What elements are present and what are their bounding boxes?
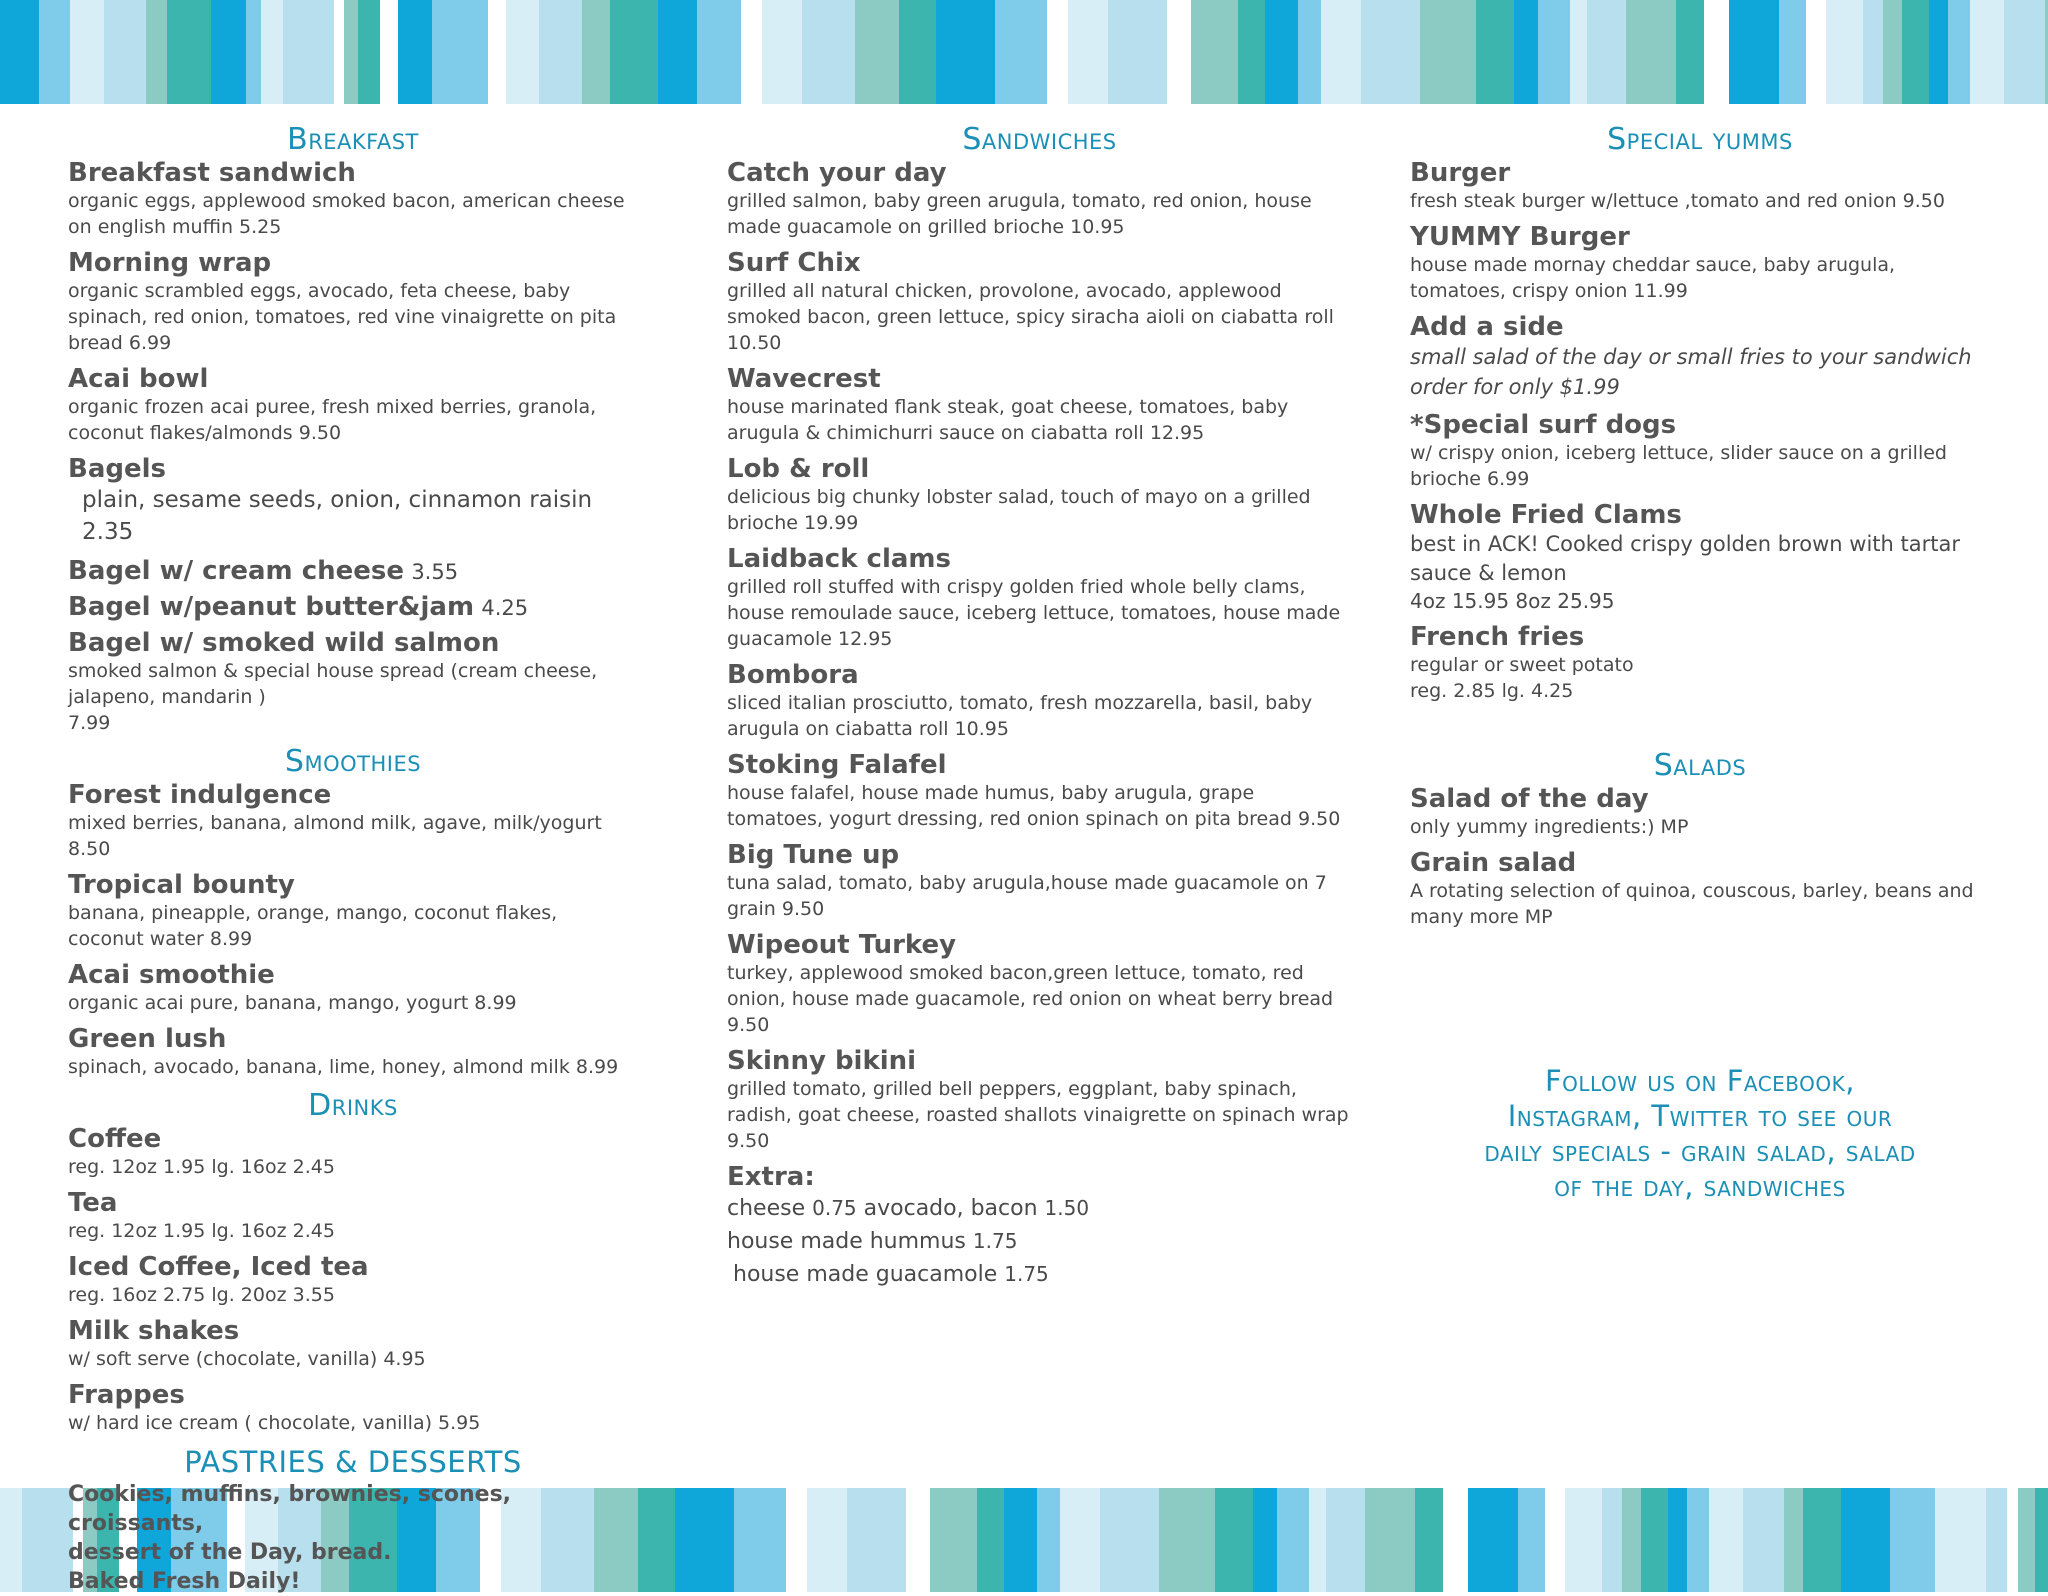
stripe bbox=[1779, 0, 1806, 104]
stripe bbox=[398, 0, 432, 104]
column-left bbox=[68, 122, 638, 1596]
pastries-line-2: dessert of the Day, bread. bbox=[68, 1540, 392, 1565]
item-desc: grilled all natural chicken, provolone, avocado, applewood smoked bacon, green lettuce, spicy siracha aioli on ciabatta roll 10.50 bbox=[727, 280, 1334, 354]
item-name: Forest indulgence bbox=[68, 780, 332, 810]
item-name: Lob & roll bbox=[727, 454, 870, 484]
item-name: Bagel w/ cream cheese bbox=[68, 556, 404, 586]
item-desc: organic scrambled eggs, avocado, feta cheese, baby spinach, red onion, tomatoes, red vine vinaigrette on pita bread 6.99 bbox=[68, 280, 617, 354]
item-name: Skinny bikini bbox=[727, 1046, 917, 1076]
menu-item bbox=[727, 544, 1352, 652]
item-name: Add a side bbox=[1410, 312, 1564, 342]
menu-item bbox=[727, 1046, 1352, 1154]
item-price: reg. 2.85 lg. 4.25 bbox=[1410, 680, 1574, 702]
menu-item-surf-dogs bbox=[1410, 410, 1990, 492]
stripe bbox=[1365, 1488, 1415, 1592]
stripe bbox=[1687, 1488, 1709, 1592]
extra-text: house made hummus bbox=[727, 1229, 966, 1254]
stripe bbox=[977, 1488, 1004, 1592]
item-name: Stoking Falafel bbox=[727, 750, 947, 780]
item-name: Bombora bbox=[727, 660, 859, 690]
stripe bbox=[1626, 0, 1676, 104]
extra-price: 1.75 bbox=[1004, 1262, 1049, 1286]
pastries-line-1: Cookies, muffins, brownies, scones, croissants, bbox=[68, 1482, 512, 1536]
extra-text: avocado, bacon bbox=[863, 1196, 1038, 1221]
breakfast-title: Breakfast bbox=[287, 122, 419, 157]
menu-item bbox=[727, 158, 1352, 240]
stripe bbox=[1784, 1488, 1803, 1592]
item-desc: house made mornay cheddar sauce, baby arugula, tomatoes, crispy onion 11.99 bbox=[1410, 254, 1896, 302]
item-desc: organic eggs, applewood smoked bacon, american cheese on english muffin 5.25 bbox=[68, 190, 625, 238]
menu-item bbox=[68, 1252, 638, 1308]
stripe bbox=[1709, 1488, 1743, 1592]
stripe bbox=[1929, 0, 1948, 104]
menu-item-fries bbox=[1410, 622, 1990, 704]
item-name: Laidback clams bbox=[727, 544, 951, 574]
stripe bbox=[1277, 1488, 1309, 1592]
extra-text: cheese bbox=[727, 1196, 806, 1221]
menu-item bbox=[68, 780, 638, 862]
stripe bbox=[1902, 0, 1929, 104]
item-desc: w/ crispy onion, iceberg lettuce, slider sauce on a grilled brioche 6.99 bbox=[1410, 442, 1947, 490]
item-name: French fries bbox=[1410, 622, 1585, 652]
stripe bbox=[675, 1488, 734, 1592]
item-name: Big Tune up bbox=[727, 840, 900, 870]
sandwiches-title: Sandwiches bbox=[962, 122, 1117, 157]
item-desc: tuna salad, tomato, baby arugula,house made guacamole on 7 grain 9.50 bbox=[727, 872, 1327, 920]
stripe bbox=[432, 0, 488, 104]
stripe bbox=[697, 0, 741, 104]
stripe bbox=[807, 1488, 847, 1592]
menu-item bbox=[727, 364, 1352, 446]
stripe bbox=[1863, 0, 1883, 104]
stripe bbox=[1602, 1488, 1622, 1592]
stripe bbox=[1986, 1488, 2007, 1592]
item-desc: fresh steak burger w/lettuce ,tomato and red onion 9.50 bbox=[1410, 190, 1945, 212]
stripe bbox=[1468, 1488, 1518, 1592]
item-desc: A rotating selection of quinoa, couscous, barley, beans and many more MP bbox=[1410, 880, 1974, 928]
item-desc: w/ soft serve (chocolate, vanilla) 4.95 bbox=[68, 1348, 426, 1370]
menu-item bbox=[1410, 848, 1990, 930]
extra-line bbox=[727, 1225, 1352, 1258]
menu-item bbox=[727, 248, 1352, 356]
stripe bbox=[1565, 1488, 1602, 1592]
item-desc: small salad of the day or small fries to your sandwich order for only $1.99 bbox=[1410, 345, 1972, 399]
item-name: Burger bbox=[1410, 158, 1511, 188]
item-desc: only yummy ingredients:) MP bbox=[1410, 816, 1689, 838]
pastries-line-3: Baked Fresh Daily! bbox=[68, 1569, 301, 1594]
stripe bbox=[1253, 1488, 1277, 1592]
item-desc: reg. 12oz 1.95 lg. 16oz 2.45 bbox=[68, 1220, 335, 1242]
menu-item bbox=[68, 1124, 638, 1180]
item-name: Salad of the day bbox=[1410, 784, 1649, 814]
stripe bbox=[1309, 1488, 1326, 1592]
stripe bbox=[2004, 0, 2045, 104]
item-name: Wipeout Turkey bbox=[727, 930, 957, 960]
item-desc: grilled salmon, baby green arugula, tomato, red onion, house made guacamole on grilled brioche 10.95 bbox=[727, 190, 1312, 238]
item-name: Grain salad bbox=[1410, 848, 1577, 878]
menu-item bbox=[727, 454, 1352, 536]
item-name: Catch your day bbox=[727, 158, 947, 188]
stripe bbox=[1518, 1488, 1545, 1592]
menu-item bbox=[68, 1024, 638, 1080]
social-follow-note bbox=[1410, 1064, 1990, 1204]
stripe bbox=[1159, 1488, 1215, 1592]
stripe bbox=[261, 0, 283, 104]
stripe bbox=[936, 0, 995, 104]
stripe bbox=[283, 0, 334, 104]
stripe bbox=[1676, 0, 1704, 104]
item-desc: banana, pineapple, orange, mango, coconut flakes, coconut water 8.99 bbox=[68, 902, 558, 950]
item-desc: house falafel, house made humus, baby arugula, grape tomatoes, yogurt dressing, red onion spinach on pita bread 9.50 bbox=[727, 782, 1341, 830]
stripe bbox=[1298, 0, 1321, 104]
stripe bbox=[1100, 1488, 1159, 1592]
stripe bbox=[1935, 1488, 1986, 1592]
item-desc: smoked salmon & special house spread (cream cheese, jalapeno, mandarin ) bbox=[68, 660, 598, 708]
extra-price: 0.75 bbox=[812, 1196, 857, 1220]
stripe bbox=[1068, 0, 1108, 104]
item-name: Whole Fried Clams bbox=[1410, 500, 1682, 530]
menu-item bbox=[68, 248, 638, 356]
stripe bbox=[1729, 0, 1779, 104]
item-desc: plain, sesame seeds, onion, cinnamon raisin 2.35 bbox=[82, 487, 593, 545]
menu-item bbox=[68, 158, 638, 240]
pastries-title: PASTRIES & DESSERTS bbox=[184, 1445, 522, 1479]
item-name: Green lush bbox=[68, 1024, 227, 1054]
menu-item bbox=[68, 870, 638, 952]
menu-item bbox=[68, 1188, 638, 1244]
item-price: 4.25 bbox=[481, 596, 529, 620]
item-name: *Special surf dogs bbox=[1410, 410, 1677, 440]
extras-title: Extra: bbox=[727, 1162, 815, 1192]
stripe bbox=[802, 0, 855, 104]
stripe bbox=[1641, 1488, 1668, 1592]
extra-text: house made guacamole bbox=[733, 1262, 998, 1287]
item-name: Bagel w/peanut butter&jam bbox=[68, 592, 475, 622]
stripe bbox=[1890, 1488, 1935, 1592]
stripe bbox=[1321, 0, 1361, 104]
item-desc: sliced italian prosciutto, tomato, fresh mozzarella, basil, baby arugula on ciabatta roll 10.95 bbox=[727, 692, 1313, 740]
item-name: Coffee bbox=[68, 1124, 162, 1154]
stripe bbox=[358, 0, 380, 104]
stripe bbox=[1108, 0, 1167, 104]
item-name: Morning wrap bbox=[68, 248, 272, 278]
stripe bbox=[1948, 0, 1970, 104]
extras bbox=[727, 1162, 1352, 1291]
stripe bbox=[0, 1488, 22, 1592]
stripe bbox=[1004, 1488, 1037, 1592]
item-desc: reg. 12oz 1.95 lg. 16oz 2.45 bbox=[68, 1156, 335, 1178]
stripe bbox=[1420, 0, 1476, 104]
item-desc: organic acai pure, banana, mango, yogurt 8.99 bbox=[68, 992, 517, 1014]
stripe bbox=[2018, 1488, 2035, 1592]
item-desc: grilled tomato, grilled bell peppers, eggplant, baby spinach, radish, goat cheese, roasted shallots vinaigrette on spinach wrap 9.50 bbox=[727, 1078, 1349, 1152]
item-name: Breakfast sandwich bbox=[68, 158, 356, 188]
extra-line bbox=[727, 1258, 1352, 1291]
menu-item bbox=[1410, 222, 1990, 304]
item-desc: spinach, avocado, banana, lime, honey, almond milk 8.99 bbox=[68, 1056, 619, 1078]
stripe bbox=[638, 1488, 675, 1592]
stripe bbox=[1587, 0, 1626, 104]
stripe bbox=[0, 0, 39, 104]
stripe bbox=[70, 0, 104, 104]
stripe bbox=[1037, 1488, 1060, 1592]
item-desc: reg. 16oz 2.75 lg. 20oz 3.55 bbox=[68, 1284, 335, 1306]
item-name: Surf Chix bbox=[727, 248, 861, 278]
stripe bbox=[1622, 1488, 1641, 1592]
stripe bbox=[1826, 0, 1863, 104]
stripe bbox=[22, 1488, 73, 1592]
stripe bbox=[104, 0, 146, 104]
stripe bbox=[1668, 1488, 1687, 1592]
menu-item bbox=[1410, 158, 1990, 214]
stripe bbox=[1215, 1488, 1253, 1592]
item-name: Iced Coffee, Iced tea bbox=[68, 1252, 369, 1282]
menu-item-bagel-salmon bbox=[68, 628, 638, 736]
follow-line-2: Instagram, Twitter to see our bbox=[1507, 1099, 1893, 1133]
item-price: 4oz 15.95 8oz 25.95 bbox=[1410, 589, 1615, 613]
menu-item bbox=[68, 1380, 638, 1436]
stripe bbox=[1326, 1488, 1365, 1592]
stripe bbox=[610, 0, 658, 104]
stripe bbox=[582, 0, 610, 104]
item-name: Tea bbox=[68, 1188, 118, 1218]
stripe bbox=[506, 0, 539, 104]
item-name: Acai smoothie bbox=[68, 960, 275, 990]
item-desc: regular or sweet potato bbox=[1410, 654, 1634, 676]
item-desc: delicious big chunky lobster salad, touch of mayo on a grilled brioche 19.99 bbox=[727, 486, 1311, 534]
menu-item bbox=[727, 660, 1352, 742]
menu-item-bagel-cream bbox=[68, 556, 638, 588]
stripe bbox=[1970, 0, 2004, 104]
item-desc: best in ACK! Cooked crispy golden brown with tartar sauce & lemon bbox=[1410, 532, 1960, 585]
stripe bbox=[762, 0, 802, 104]
menu-item bbox=[727, 840, 1352, 922]
top-stripe-border bbox=[0, 0, 2048, 104]
stripe bbox=[246, 0, 261, 104]
stripe bbox=[344, 0, 358, 104]
item-name: Acai bowl bbox=[68, 364, 209, 394]
item-price: 7.99 bbox=[68, 712, 111, 734]
menu-item bbox=[68, 960, 638, 1016]
stripe bbox=[995, 0, 1047, 104]
stripe bbox=[734, 1488, 786, 1592]
stripe bbox=[1538, 0, 1570, 104]
stripe bbox=[39, 0, 70, 104]
follow-line-3: daily specials - grain salad, salad bbox=[1484, 1134, 1916, 1168]
menu-item-clams bbox=[1410, 500, 1990, 614]
stripe bbox=[855, 0, 899, 104]
stripe bbox=[2035, 1488, 2048, 1592]
stripe bbox=[1415, 1488, 1443, 1592]
stripe bbox=[1265, 0, 1298, 104]
item-desc: house marinated flank steak, goat cheese, tomatoes, baby arugula & chimichurri sauce on ciabatta roll 12.95 bbox=[727, 396, 1289, 444]
follow-line-1: Follow us on Facebook, bbox=[1544, 1064, 1855, 1098]
menu-item-bagel-pb bbox=[68, 592, 638, 624]
menu-item-bagels bbox=[68, 454, 638, 548]
stripe bbox=[1238, 0, 1265, 104]
stripe bbox=[1361, 0, 1420, 104]
item-desc: mixed berries, banana, almond milk, agave, milk/yogurt 8.50 bbox=[68, 812, 602, 860]
stripe bbox=[1191, 0, 1238, 104]
item-name: Bagel w/ smoked wild salmon bbox=[68, 628, 500, 658]
stripe bbox=[167, 0, 211, 104]
extra-price: 1.50 bbox=[1044, 1196, 1090, 1220]
stripe bbox=[1060, 1488, 1100, 1592]
special-yumms-title: Special yumms bbox=[1607, 122, 1793, 157]
item-name: Frappes bbox=[68, 1380, 185, 1410]
extra-price: 1.75 bbox=[972, 1229, 1018, 1253]
item-desc: turkey, applewood smoked bacon,green lettuce, tomato, red onion, house made guacamole, red onion on wheat berry bread 9.50 bbox=[727, 962, 1334, 1036]
stripe bbox=[1570, 0, 1587, 104]
item-name: Wavecrest bbox=[727, 364, 881, 394]
item-desc: w/ hard ice cream ( chocolate, vanilla) 5.95 bbox=[68, 1412, 481, 1434]
column-right bbox=[1410, 122, 1990, 938]
salads-title: Salads bbox=[1653, 748, 1747, 783]
menu-item bbox=[68, 1316, 638, 1372]
stripe bbox=[930, 1488, 977, 1592]
item-desc: grilled roll stuffed with crispy golden fried whole belly clams, house remoulade sauce, iceberg lettuce, tomatoes, house made guacamole 12.95 bbox=[727, 576, 1341, 650]
stripe bbox=[1743, 1488, 1784, 1592]
item-name: Bagels bbox=[68, 454, 166, 484]
follow-line-4: of the day, sandwiches bbox=[1554, 1169, 1846, 1203]
stripe bbox=[658, 0, 697, 104]
stripe bbox=[1841, 1488, 1890, 1592]
stripe bbox=[847, 1488, 906, 1592]
stripe bbox=[1803, 1488, 1841, 1592]
item-name: YUMMY Burger bbox=[1410, 222, 1630, 252]
item-price: 3.55 bbox=[411, 560, 459, 584]
stripe bbox=[211, 0, 246, 104]
drinks-title: Drinks bbox=[308, 1088, 398, 1123]
item-desc: organic frozen acai puree, fresh mixed berries, granola, coconut flakes/almonds 9.50 bbox=[68, 396, 597, 444]
menu-item bbox=[727, 930, 1352, 1038]
stripe bbox=[539, 0, 582, 104]
column-middle bbox=[727, 122, 1352, 1299]
menu-item bbox=[727, 750, 1352, 832]
smoothies-title: Smoothies bbox=[284, 744, 422, 779]
stripe bbox=[899, 0, 936, 104]
item-name: Tropical bounty bbox=[68, 870, 295, 900]
stripe bbox=[1514, 0, 1538, 104]
item-name: Milk shakes bbox=[68, 1316, 240, 1346]
stripe bbox=[146, 0, 167, 104]
stripe bbox=[1476, 0, 1514, 104]
menu-item bbox=[68, 364, 638, 446]
menu-item-side bbox=[1410, 312, 1990, 402]
extra-line bbox=[727, 1192, 1352, 1225]
stripe bbox=[1883, 0, 1902, 104]
menu-item bbox=[1410, 784, 1990, 840]
